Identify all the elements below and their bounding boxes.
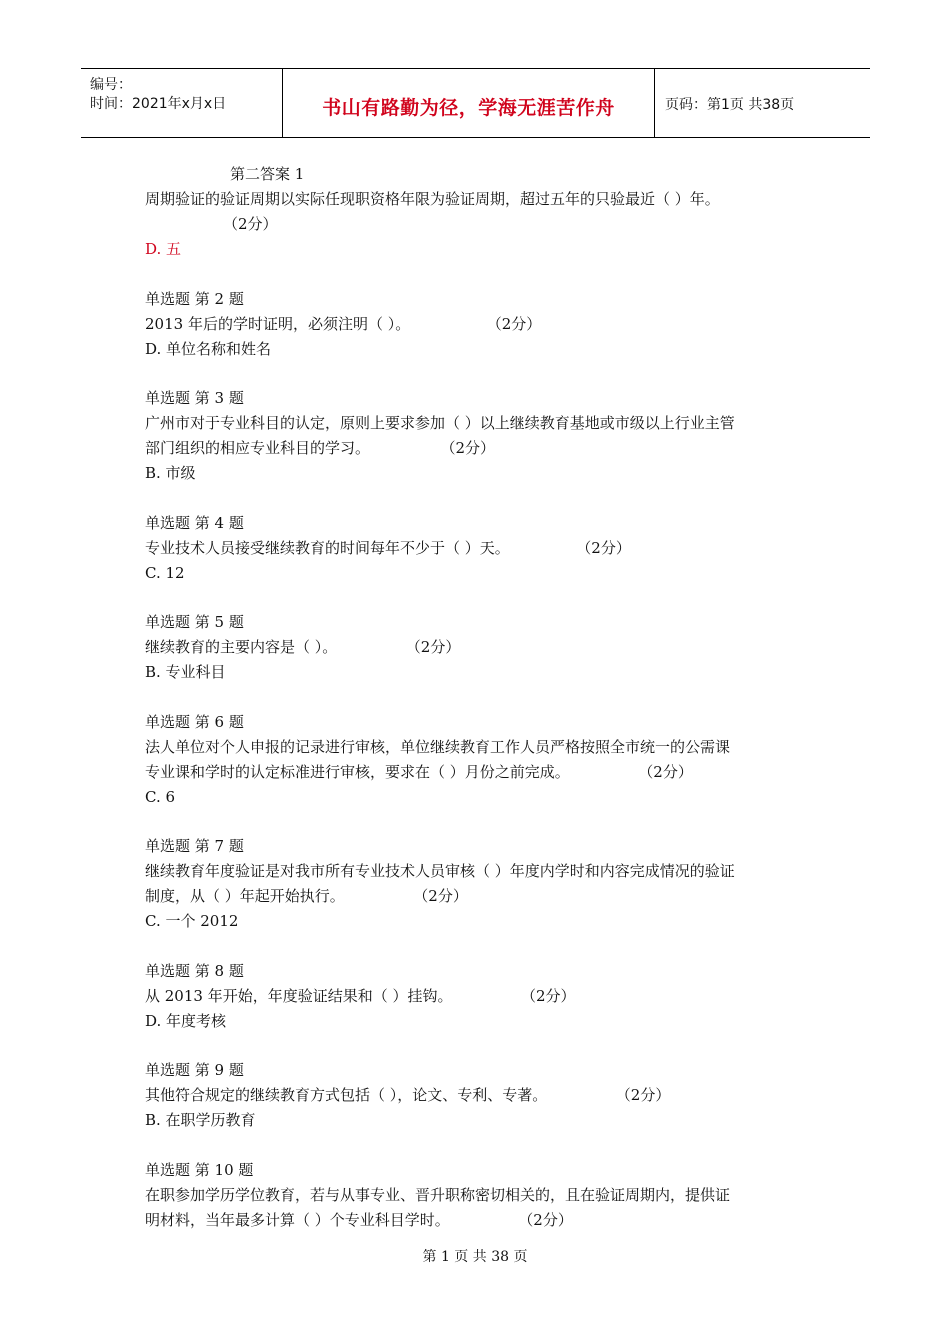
question-9-label: 单选题 第 9 题 — [145, 1061, 244, 1079]
question-1-score: （2分） — [223, 215, 278, 233]
question-4-stem — [145, 536, 825, 561]
question-5-label: 单选题 第 5 题 — [145, 613, 244, 631]
question-7-score: （2分） — [420, 887, 468, 905]
question-2-label: 单选题 第 2 题 — [145, 289, 244, 308]
header-page-info: 页码：第1页 共38页 — [665, 97, 795, 113]
question-4-answer: C. 12 — [145, 563, 185, 582]
question-9-stem — [145, 1083, 825, 1108]
question-1-text: 周期验证的验证周期以实际任现职资格年限为验证周期，超过五年的只验最近（ ）年。 — [145, 190, 720, 208]
question-3-answer: B. 市级 — [145, 464, 196, 482]
question-9-score: （2分） — [623, 1086, 671, 1104]
question-6-label: 单选题 第 6 题 — [145, 712, 244, 731]
question-3-text-line1: 广州市对于专业科目的认定，原则上要求参加（ ）以上继续教育基地或市级以上行业主管 — [145, 414, 735, 432]
question-8-label: 单选题 第 8 题 — [145, 961, 244, 980]
question-7-stem — [145, 884, 825, 909]
question-5-answer: B. 专业科目 — [145, 663, 226, 681]
question-9-answer: B. 在职学历教育 — [145, 1111, 256, 1129]
page-footer: 第 1 页 共 38 页 — [422, 1249, 528, 1265]
question-2-stem — [145, 312, 825, 337]
document-body — [145, 162, 825, 1233]
question-3-text-line2: 部门组织的相应专业科目的学习。 — [145, 439, 371, 457]
question-10-score: （2分） — [525, 1210, 573, 1229]
question-7-text-line2: 制度，从（ ）年起开始执行。 — [145, 887, 345, 905]
question-8-stem — [145, 984, 825, 1009]
question-2-answer: D. 单位名称和姓名 — [145, 339, 272, 358]
header-motto: 书山有路勤为径，学海无涯苦作舟 — [322, 97, 615, 119]
question-10-text-line1: 在职参加学历学位教育，若与从事专业、晋升职称密切相关的，且在验证周期内，提供证 — [145, 1185, 731, 1204]
question-4-label: 单选题 第 4 题 — [145, 513, 244, 532]
question-10-text-line2: 明材料，当年最多计算（ ）个专业科目学时。 — [145, 1210, 450, 1229]
header-motto-cell — [283, 69, 655, 137]
question-3-label: 单选题 第 3 题 — [145, 389, 244, 407]
question-7-label: 单选题 第 7 题 — [145, 837, 244, 855]
header-page-cell — [655, 69, 870, 137]
question-5-text: 继续教育的主要内容是（ ）。 — [145, 638, 338, 656]
time-label: 时间：2021年x月x日 — [90, 96, 227, 112]
question-6-stem — [145, 760, 825, 785]
question-1-title: 第二答案 1 — [230, 165, 305, 183]
question-4-score: （2分） — [583, 538, 631, 557]
header-meta-cell — [81, 69, 283, 137]
question-7-answer: C. 一个 2012 — [145, 912, 239, 930]
question-6-text-line1: 法人单位对个人申报的记录进行审核，单位继续教育工作人员严格按照全市统一的公需课 — [145, 737, 731, 756]
question-6-answer: C. 6 — [145, 787, 176, 806]
question-2-score: （2分） — [494, 314, 542, 333]
question-1-answer: D. 五 — [145, 240, 182, 258]
question-3-score: （2分） — [448, 439, 496, 457]
question-9-text: 其他符合规定的继续教育方式包括（ ），论文、专利、专著。 — [145, 1086, 548, 1104]
question-10-stem — [145, 1208, 825, 1233]
question-5-stem — [145, 635, 825, 660]
number-label: 编号： — [90, 77, 132, 93]
question-4-text: 专业技术人员接受继续教育的时间每年不少于（ ）天。 — [145, 538, 510, 557]
question-6-text-line2: 专业课和学时的认定标准进行审核，要求在（ ）月份之前完成。 — [145, 762, 570, 781]
question-10-label: 单选题 第 10 题 — [145, 1160, 254, 1179]
question-2-text: 2013 年后的学时证明，必须注明（ ）。 — [145, 314, 411, 333]
question-5-score: （2分） — [413, 638, 461, 656]
question-8-score: （2分） — [528, 986, 576, 1005]
question-8-answer: D. 年度考核 — [145, 1011, 227, 1030]
question-3-stem — [145, 436, 825, 461]
question-8-text: 从 2013 年开始，年度验证结果和（ ）挂钩。 — [145, 986, 453, 1005]
question-7-text-line1: 继续教育年度验证是对我市所有专业技术人员审核（ ）年度内学时和内容完成情况的验证 — [145, 862, 735, 880]
page-header — [81, 68, 870, 138]
question-6-score: （2分） — [645, 762, 693, 781]
